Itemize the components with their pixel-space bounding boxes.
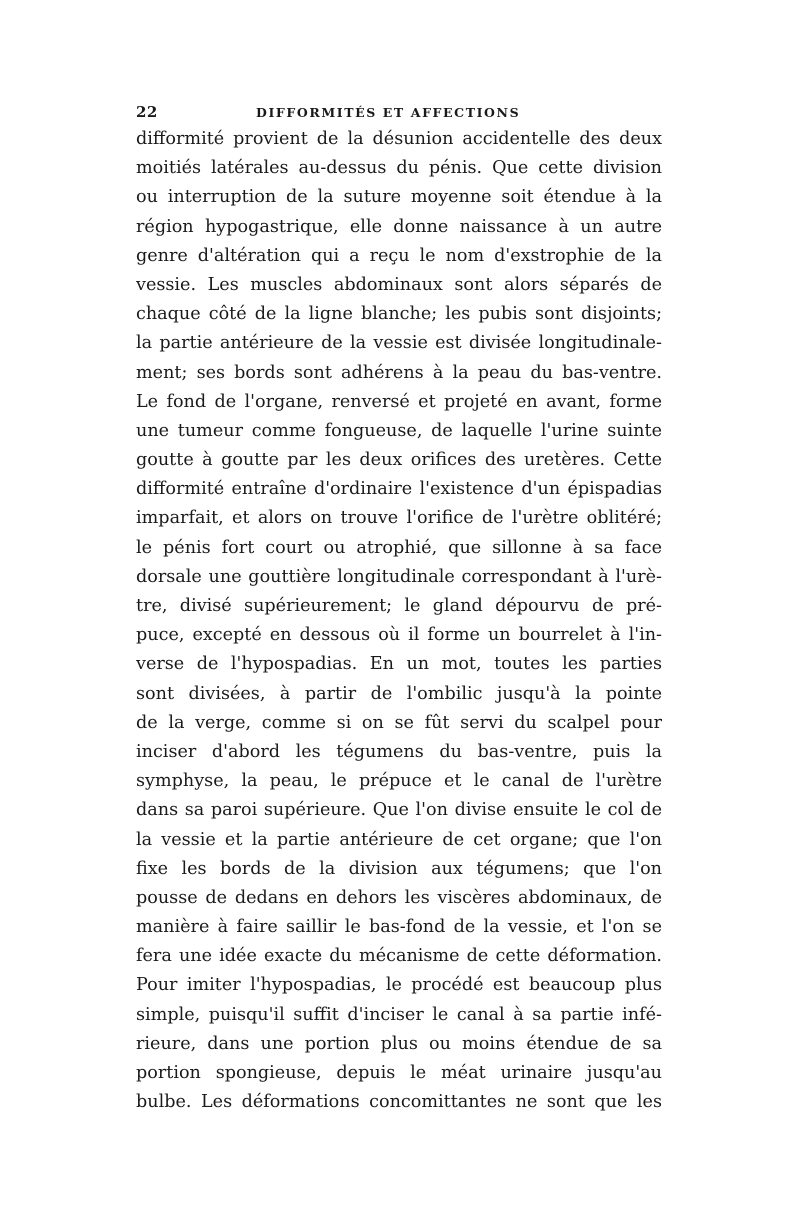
text-line: puce, excepté en dessous où il forme un bourrelet à l'in- bbox=[136, 625, 662, 646]
text-line: dans sa paroi supérieure. Que l'on divise ensuite le col de bbox=[136, 800, 662, 821]
text-line: une tumeur comme fongueuse, de laquelle l'urine suinte bbox=[136, 420, 662, 441]
text-line: la partie antérieure de la vessie est divisée longitudinale- bbox=[136, 333, 662, 354]
text-line: moitiés latérales au-dessus du pénis. Que cette division bbox=[136, 158, 662, 179]
running-title: DIFFORMITÉS ET AFFECTIONS bbox=[256, 105, 521, 120]
text-line: pousse de dedans en dehors les viscères abdominaux, de bbox=[136, 887, 662, 908]
text-line: dorsale une gouttière longitudinale correspondant à l'urè- bbox=[136, 566, 662, 587]
text-line: vessie. Les muscles abdominaux sont alors séparés de bbox=[136, 274, 662, 295]
text-line: difformité entraîne d'ordinaire l'existence d'un épispadias bbox=[136, 479, 662, 500]
text-line: tre, divisé supérieurement; le gland dépourvu de pré- bbox=[136, 596, 662, 616]
text-line: la vessie et la partie antérieure de cet organe; que l'on bbox=[136, 829, 662, 850]
text-line: manière à faire saillir le bas-fond de la vessie, et l'on se bbox=[136, 917, 662, 938]
text-line: fixe les bords de la division aux tégumens; que l'on bbox=[136, 858, 662, 879]
text-line: simple, puisqu'il suffit d'inciser le canal à sa partie infé- bbox=[136, 1004, 662, 1025]
text-line: bulbe. Les déformations concomittantes ne sont que les bbox=[136, 1092, 662, 1113]
page-number: 22 bbox=[136, 103, 158, 121]
running-head bbox=[136, 103, 662, 123]
text-line: le pénis fort court ou atrophié, que sillonne à sa face bbox=[136, 537, 662, 558]
text-line: verse de l'hypospadias. En un mot, toutes les parties bbox=[136, 654, 662, 675]
text-line: inciser d'abord les tégumens du bas-ventre, puis la bbox=[136, 741, 662, 762]
text-line: Le fond de l'organe, renversé et projeté en avant, forme bbox=[136, 391, 662, 412]
text-line: symphyse, la peau, le prépuce et le canal de l'urètre bbox=[136, 771, 662, 792]
text-line: rieure, dans une portion plus ou moins étendue de sa bbox=[136, 1033, 662, 1054]
text-line: ment; ses bords sont adhérens à la peau du bas-ventre. bbox=[136, 362, 662, 383]
text-line: goutte à goutte par les deux orifices des uretères. Cette bbox=[136, 450, 662, 471]
text-line: ou interruption de la suture moyenne soit étendue à la bbox=[136, 187, 662, 208]
text-line: portion spongieuse, depuis le méat urinaire jusqu'au bbox=[136, 1063, 662, 1083]
text-line: sont divisées, à partir de l'ombilic jusqu'à la pointe bbox=[136, 683, 662, 704]
text-line: Pour imiter l'hypospadias, le procédé est beaucoup plus bbox=[136, 975, 662, 996]
text-line: imparfait, et alors on trouve l'orifice de l'urètre oblitéré; bbox=[136, 508, 662, 529]
text-line: fera une idée exacte du mécanisme de cette déformation. bbox=[136, 946, 662, 967]
text-line: chaque côté de la ligne blanche; les pubis sont disjoints; bbox=[136, 304, 662, 325]
text-line: région hypogastrique, elle donne naissance à un autre bbox=[136, 216, 662, 237]
text-line: genre d'altération qui a reçu le nom d'exstrophie de la bbox=[136, 245, 662, 266]
text-line: de la verge, comme si on se fût servi du scalpel pour bbox=[136, 712, 662, 733]
text-line: difformité provient de la désunion accidentelle des deux bbox=[136, 129, 662, 149]
body-text bbox=[136, 125, 662, 1117]
